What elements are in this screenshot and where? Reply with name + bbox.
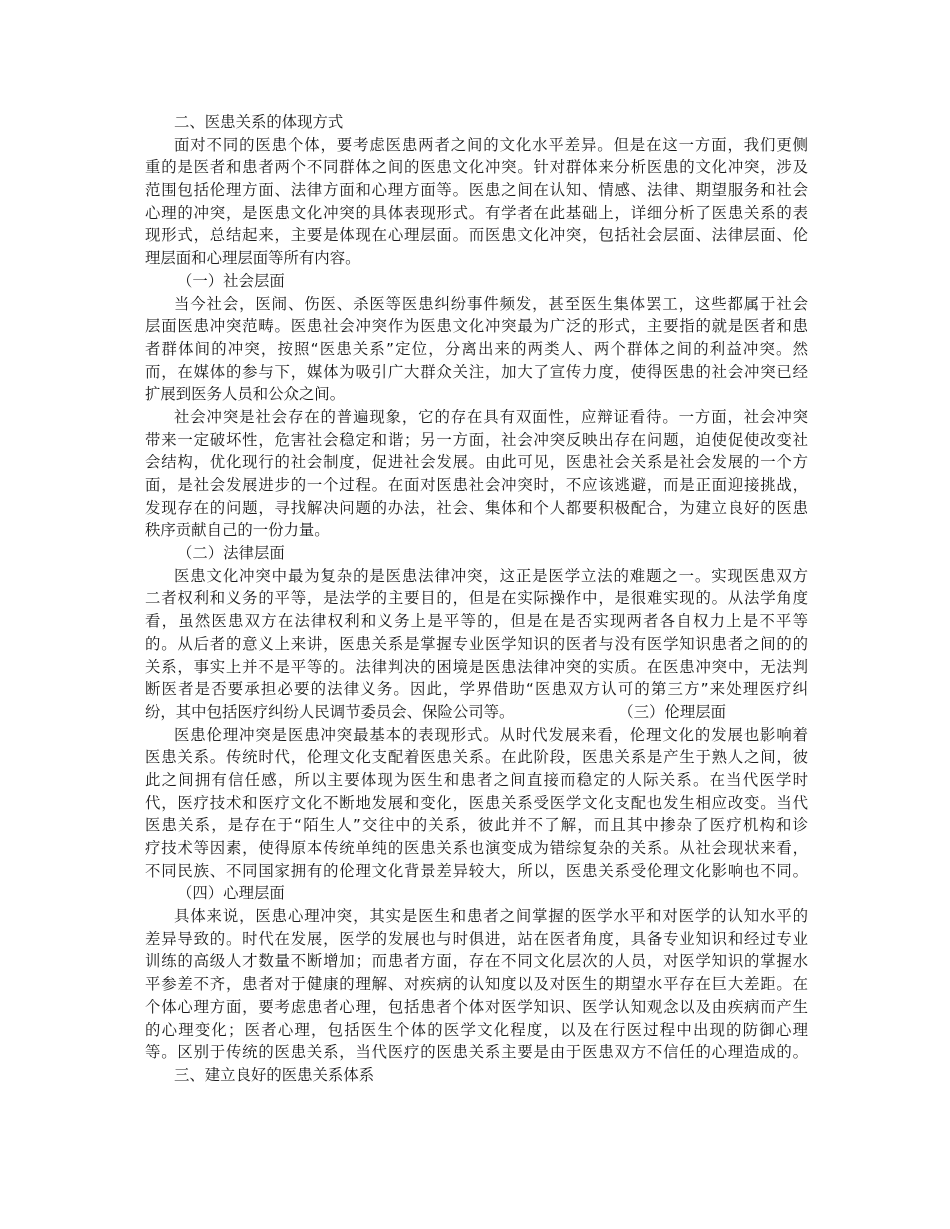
- paragraph-line: 医患文化冲突中最为复杂的是医患法律冲突，这正是医学立法的难题之一。实现医患双方: [174, 566, 808, 585]
- paragraph-line: 理层面和心理层面等所有内容。: [145, 249, 361, 268]
- paragraph-line: 二者权利和义务的平等，是法学的主要目的，但是在实际操作中，是很难实现的。从法学角度: [145, 589, 808, 608]
- subsection-heading-legal: （二）法律层面: [177, 544, 285, 563]
- paragraph-line: 关系，事实上并不是平等的。法律判决的困境是医患法律冲突的实质。在医患冲突中，无法判: [145, 657, 808, 676]
- paragraph-line-with-heading: [145, 701, 808, 724]
- paragraph-line: 扩展到医务人员和公众之间。: [145, 385, 346, 404]
- paragraph-line: 不同民族、不同国家拥有的伦理文化背景差异较大，所以，医患关系受伦理文化影响也不同。: [145, 861, 808, 880]
- paragraph-line: 的心理变化；医者心理，包括医生个体的医学文化程度，以及在行医过程中出现的防御心理: [145, 1020, 808, 1039]
- paragraph-line: 者群体间的冲突，按照“医患关系”定位，分离出来的两类人、两个群体之间的利益冲突。然: [145, 339, 808, 358]
- paragraph-line: 医患关系，是存在于“陌生人”交往中的关系，彼此并不了解，而且其中掺杂了医疗机构和诊: [145, 816, 808, 835]
- paragraph-line: 训练的高级人才数量不断增加；而患者方面，存在不同文化层次的人员，对医学知识的掌握水: [145, 952, 808, 971]
- paragraph-line: 面对不同的医患个体，要考虑医患两者之间的文化水平差异。但是在这一方面，我们更侧: [174, 135, 808, 154]
- paragraph-line: 秩序贡献自己的一份力量。: [145, 521, 330, 540]
- subsection-heading-social: （一）社会层面: [177, 271, 285, 290]
- paragraph-line: 现形式，总结起来，主要是体现在心理层面。而医患文化冲突，包括社会层面、法律层面、伦: [145, 226, 808, 245]
- paragraph-line: 具体来说，医患心理冲突，其实是医生和患者之间掌握的医学水平和对医学的认知水平的: [174, 907, 808, 926]
- paragraph-line: 心理的冲突，是医患文化冲突的具体表现形式。有学者在此基础上，详细分析了医患关系的表: [145, 203, 808, 222]
- paragraph-line: 此之间拥有信任感，所以主要体现为医生和患者之间直接而稳定的人际关系。在当代医学时: [145, 770, 808, 789]
- paragraph-line: 代，医疗技术和医疗文化不断地发展和变化，医患关系受医学文化支配也发生相应改变。当代: [145, 793, 808, 812]
- section-heading-3: 三、建立良好的医患关系体系: [174, 1065, 375, 1084]
- paragraph-line: 当今社会，医闹、伤医、杀医等医患纠纷事件频发，甚至医生集体罢工，这些都属于社会: [174, 294, 808, 313]
- subsection-heading-psychology: （四）心理层面: [177, 884, 285, 903]
- paragraph-line: 的。从后者的意义上来讲，医患关系是掌握专业医学知识的医者与没有医学知识患者之间的的: [145, 634, 808, 653]
- paragraph-line: 差异导致的。时代在发展，医学的发展也与时俱进，站在医者角度，具备专业知识和经过专业: [145, 929, 808, 948]
- paragraph-line: 面，是社会发展进步的一个过程。在面对医患社会冲突时，不应该逃避，而是正面迎接挑战，: [145, 476, 808, 494]
- paragraph-line: 带来一定破坏性，危害社会稳定和谐；另一方面，社会冲突反映出存在问题，迫使促使改变社: [145, 430, 808, 449]
- subsection-heading-ethics: （三）伦理层面: [618, 702, 726, 721]
- paragraph-line: 纷，其中包括医疗纠纷人民调节委员会、保险公司等。: [145, 702, 515, 721]
- section-heading-2: 二、医患关系的体现方式: [174, 113, 344, 131]
- paragraph-line: 个体心理方面，要考虑患者心理，包括患者个体对医学知识、医学认知观念以及由疾病而产生: [145, 997, 808, 1016]
- paragraph-line: 医患伦理冲突是医患冲突最基本的表现形式。从时代发展来看，伦理文化的发展也影响着: [174, 725, 808, 744]
- paragraph-line: 范围包括伦理方面、法律方面和心理方面等。医患之间在认知、情感、法律、期望服务和社会: [145, 181, 808, 200]
- paragraph-line: 发现存在的问题，寻找解决问题的办法，社会、集体和个人都要积极配合，为建立良好的医患: [145, 498, 808, 517]
- paragraph-line: 平参差不齐，患者对于健康的理解、对疾病的认知度以及对医生的期望水平存在巨大差距。在: [145, 975, 808, 994]
- paragraph-line: 疗技术等因素，使得原本传统单纯的医患关系也演变成为错综复杂的关系。从社会现状来看，: [145, 839, 808, 857]
- paragraph-line: 医患关系。传统时代，伦理文化支配着医患关系。在此阶段，医患关系是产生于熟人之间，彼: [145, 748, 808, 767]
- paragraph-line: 断医者是否要承担必要的法律义务。因此，学界借助“医患双方认可的第三方”来处理医疗纠: [145, 680, 808, 699]
- paragraph-line: 会结构，优化现行的社会制度，促进社会发展。由此可见，医患社会关系是社会发展的一个方: [145, 453, 808, 472]
- paragraph-line: 等。区别于传统的医患关系，当代医疗的医患关系主要是由于医患双方不信任的心理造成的。: [145, 1043, 808, 1062]
- paragraph-line: 社会冲突是社会存在的普遍现象，它的存在具有双面性，应辩证看待。一方面，社会冲突: [174, 407, 808, 426]
- paragraph-line: 而，在媒体的参与下，媒体为吸引广大群众关注，加大了宣传力度，使得医患的社会冲突已经: [145, 362, 808, 381]
- paragraph-line: 层面医患冲突范畴。医患社会冲突作为医患文化冲突最为广泛的形式，主要指的就是医者和患: [145, 317, 808, 336]
- paragraph-line: 重的是医者和患者两个不同群体之间的医患文化冲突。针对群体来分析医患的文化冲突，涉及: [145, 158, 808, 177]
- document-body: [145, 111, 808, 1087]
- paragraph-line: 看，虽然医患双方在法律权利和义务上是平等的，但是在是否实现两者各自权力上是不平等: [145, 612, 808, 631]
